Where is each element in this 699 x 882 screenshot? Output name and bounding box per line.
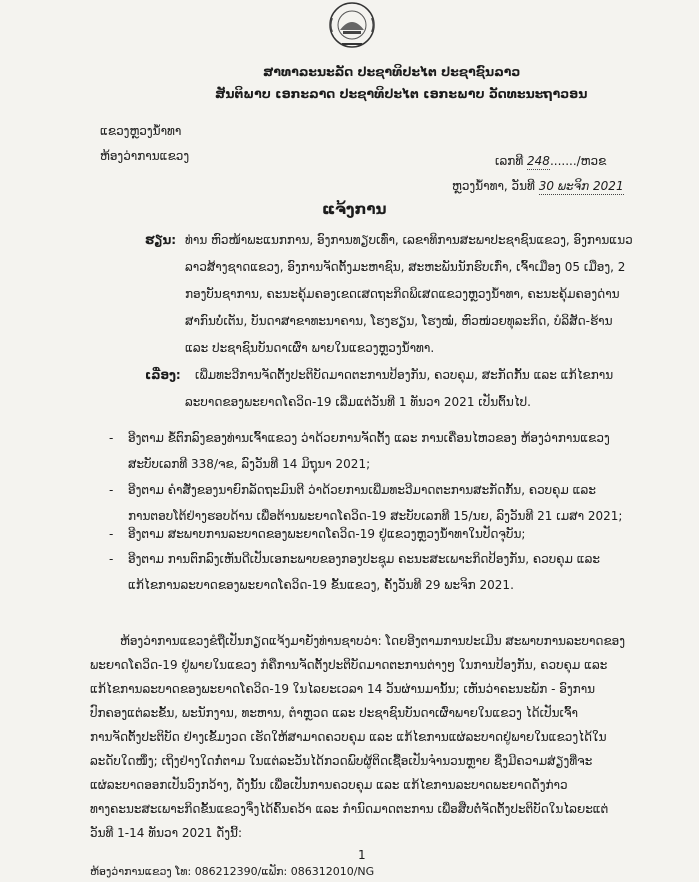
recipients-line: ລາວສ້າງຊາດແຂວງ, ອົງການຈັດຕັ້ງມະຫາຊົນ, ສະຫະພັນນັກຮົບເກົ່າ, ເຈົ້າເມືອງ 05 ເມືອງ, 2 bbox=[185, 260, 626, 274]
place-and-date bbox=[452, 178, 624, 195]
reference-item bbox=[109, 521, 526, 547]
reference-line: ແກ້ໄຂການລະບາດຂອງພະຍາດໂຄວິດ-19 ຂັ້ນແຂວງ, ຄັ້ງວັນທີ 29 ພະຈິກ 2021. bbox=[128, 578, 514, 592]
reference-line: ອີງຕາມ ຂໍ້ຕົກລົງຂອງທ່ານເຈົ້າແຂວງ ວ່າດ້ວຍການຈັດຕັ້ງ ແລະ ການເຄື່ອນໄຫວຂອງ ຫ້ອງວ່າການແຂວງ bbox=[128, 431, 610, 445]
issuer-province: ແຂວງຫຼວງນ້ຳທາ bbox=[100, 124, 182, 138]
national-emblem bbox=[326, 0, 378, 50]
recipients-line: ກອງບັນຊາການ, ຄະນະຄຸ້ມຄອງເຂດເສດຖະກິດພິເສດແຂວງຫຼວງນ້ຳທາ, ຄະນະຄຸ້ມຄອງດ່ານ bbox=[185, 287, 620, 301]
footer-contact: ຫ້ອງວ່າການແຂວງ ໂທ: 086212390/ແຟັກ: 086312010/NG bbox=[90, 865, 375, 878]
document-title: ແຈ້ງການ bbox=[322, 200, 387, 218]
subject-line: ລະບາດຂອງພະຍາດໂຄວິດ-19 ເລີ່ມແຕ່ວັນທີ 1 ທັນວາ 2021 ເປັນຕົ້ນໄປ. bbox=[185, 395, 531, 409]
body-line: ວັນທີ 1-14 ທັນວາ 2021 ດັ່ງນີ້: bbox=[90, 826, 242, 840]
reference-line: ອີງຕາມ ສະພາບການລະບາດຂອງພະຍາດໂຄວິດ-19 ຢູ່ແຂວງຫຼວງນ້ຳທາໃນປັດຈຸບັນ; bbox=[128, 527, 526, 541]
bullet-dash-icon: - bbox=[109, 431, 114, 445]
bullet-dash-icon: - bbox=[109, 483, 114, 497]
recipients-label: ຮຽນ: bbox=[145, 233, 177, 247]
issuer-office: ຫ້ອງວ່າການແຂວງ bbox=[100, 149, 190, 163]
subject-label: ເລື່ອງ: bbox=[145, 368, 181, 382]
reference-number-value: 248 bbox=[527, 154, 550, 168]
recipients-line: ສາກົນບໍ່ເຕັນ, ບັນດາສາຂາທະນາຄານ, ໂຮງຮຽນ, ໂຮງໝໍ, ຫົວໜ່ວຍທຸລະກິດ, ບໍລິສັດ-ຮ້ານ bbox=[185, 314, 613, 328]
body-line: ປົກຄອງແຕ່ລະຂັ້ນ, ພະນັກງານ, ທະຫານ, ຕຳຫຼວດ ແລະ ປະຊາຊົນບັນດາເຜົ່າພາຍໃນແຂວງ ໄດ້ເປັນເຈົ້າ bbox=[90, 706, 578, 720]
place-date-label: ຫຼວງນ້ຳທາ, ວັນທີ bbox=[452, 179, 535, 193]
body-line: ແຜ່ລະບາດອອກເປັນວົງກວ້າງ, ດັ່ງນັ້ນ ເພື່ອເປັນການຄວບຄຸມ ແລະ ແກ້ໄຂການລະບາດພະຍາດດັ່ງກ່າວ bbox=[90, 778, 568, 792]
bullet-dash-icon: - bbox=[109, 527, 114, 541]
date-value: 30 ພະຈິກ 2021 bbox=[538, 179, 624, 193]
recipients-line: ທ່ານ ຫົວໜ້າພະແນກການ, ອົງການທຽບເທົ່າ, ເລຂາທິການສະພາປະຊາຊົນແຂວງ, ອົງການແນວ bbox=[185, 233, 633, 247]
reference-line: ການຕອບໂຕ້ຢ່າງຮອບດ້ານ ເພື່ອຕ້ານພະຍາດໂຄວິດ-19 ສະບັບເລກທີ 15/ນຍ, ລົງວັນທີ 21 ເມສາ 2021; bbox=[128, 509, 623, 523]
header-line-1: ສາທາລະນະລັດ ປະຊາທິປະໄຕ ປະຊາຊົນລາວ bbox=[263, 64, 521, 79]
subject-line: ເພີ່ມທະວີການຈັດຕັ້ງປະຕິບັດມາດຕະການປ້ອງກັນ, ຄວບຄຸມ, ສະກັດກັ້ນ ແລະ ແກ້ໄຂການ bbox=[195, 368, 614, 382]
page-number: 1 bbox=[358, 848, 366, 862]
body-line: ພະຍາດໂຄວິດ-19 ຢູ່ພາຍໃນແຂວງ ກໍຄືການຈັດຕັ້ງປະຕິບັດມາດຕະການຕ່າງໆ ໃນການປ້ອງກັນ, ຄວບຄຸມ ແລະ bbox=[90, 658, 608, 672]
reference-line: ອີງຕາມ ການຕົກລົງເຫັນດີເປັນເອກະພາບຂອງກອງປະຊຸມ ຄະນະສະເພາະກິດປ້ອງກັນ, ຄວບຄຸມ ແລະ bbox=[128, 552, 600, 566]
reference-number bbox=[495, 153, 606, 170]
body-line: ການຈັດຕັ້ງປະຕິບັດ ຢ່າງເຂັ້ມງວດ ເຮັດໃຫ້ສາມາດຄວບຄຸມ ແລະ ແກ້ໄຂການແຜ່ລະບາດຢູ່ພາຍໃນແຂວງໄດ້ໃນ bbox=[90, 730, 607, 744]
body-line: ລະດັບໃດໜຶ່ງ; ເຖິງຢ່າງໃດກໍ່ຕາມ ໃນແຕ່ລະວັນໄດ້ກວດພົບຜູ້ຕິດເຊື້ອເປັນຈຳນວນຫຼາຍ ຊຶ່ງມີຄວາມສ່ຽງທີ່ຈະ bbox=[90, 754, 593, 768]
recipients-line: ແລະ ປະຊາຊົນບັນດາເຜົ່າ ພາຍໃນແຂວງຫຼວງນ້ຳທາ. bbox=[185, 341, 435, 355]
reference-number-label: ເລກທີ bbox=[495, 154, 524, 168]
header-line-2: ສັນຕິພາບ ເອກະລາດ ປະຊາທິປະໄຕ ເອກະພາບ ວັດທະນະຖາວອນ bbox=[215, 86, 588, 101]
reference-item bbox=[109, 546, 600, 598]
body-line: ແກ້ໄຂການລະບາດຂອງພະຍາດໂຄວິດ-19 ໃນໄລຍະເວລາ 14 ວັນຜ່ານມານັ້ນ; ເຫັນວ່າຄະນະພັກ - ອົງການ bbox=[90, 682, 596, 696]
bullet-dash-icon: - bbox=[109, 552, 114, 566]
body-line: ຫ້ອງວ່າການແຂວງຂໍຖືເປັນກຽດແຈ້ງມາຍັງທ່ານຊາບວ່າ: ໂດຍອີງຕາມການປະເມີນ ສະພາບການລະບາດຂອງ bbox=[120, 634, 626, 648]
reference-line: ອີງຕາມ ຄຳສັ່ງຂອງນາຍົກລັດຖະມົນຕີ ວ່າດ້ວຍການເພີ່ມທະວີມາດຕະການສະກັດກັ້ນ, ຄວບຄຸມ ແລະ bbox=[128, 483, 596, 497]
reference-item bbox=[109, 425, 610, 477]
reference-line: ສະບັບເລກທີ 338/ຈຂ, ລົງວັນທີ 14 ມິຖຸນາ 2021; bbox=[128, 457, 371, 471]
body-line: ທາງຄະນະສະເພາະກິດຂັ້ນແຂວງຈຶ່ງໄດ້ຄົ້ນຄວ້າ ແລະ ກຳນົດມາດຕະການ ເພື່ອສືບຕໍ່ຈັດຕັ້ງປະຕິບັດໃນໄລຍະແຕ່ bbox=[90, 802, 609, 816]
reference-number-suffix: ......./ຫວຂ bbox=[549, 154, 607, 168]
